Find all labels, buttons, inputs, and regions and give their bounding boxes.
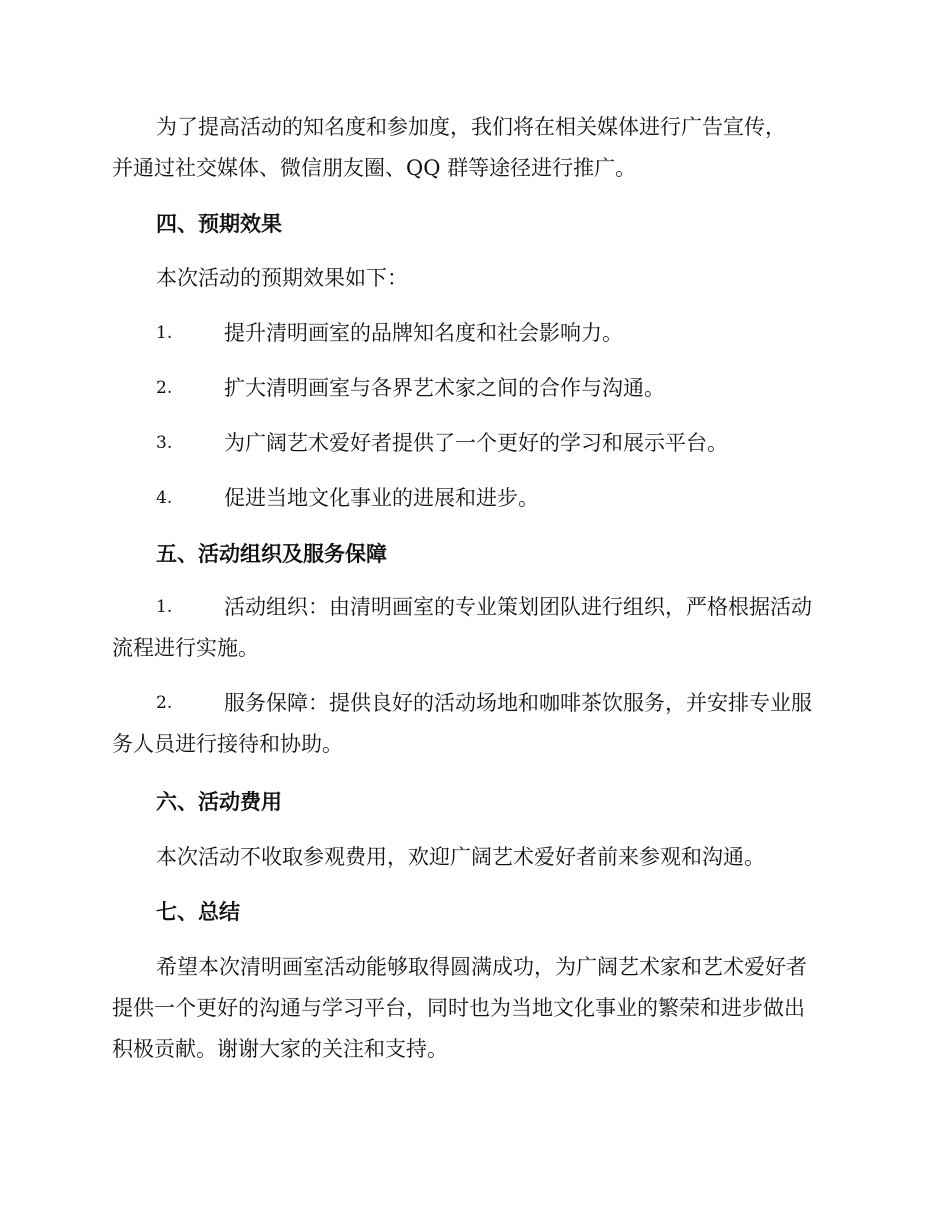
list-item-text-continued: 务人员进行接待和协助。 [112,732,343,756]
list-item [112,686,832,762]
section-6-heading: 六、活动费用 [156,789,282,814]
list-item-text: 服务保障：提供良好的活动场地和咖啡茶饮服务，并安排专业服 [224,691,812,715]
list-item-number: 2. [156,378,173,398]
list-item-text: 活动组织：由清明画室的专业策划团队进行组织，严格根据活动 [224,595,812,619]
list-item-text: 为广阔艺术爱好者提供了一个更好的学习和展示平台。 [224,431,728,455]
list-item-number: 1. [156,323,173,343]
list-item [112,590,832,666]
list-item-number: 3. [156,433,173,453]
section-4-heading: 四、预期效果 [156,211,282,236]
list-item-text-continued: 流程进行实施。 [112,636,259,660]
section-4-lead: 本次活动的预期效果如下： [156,266,408,290]
section-5-heading: 五、活动组织及服务保障 [156,541,387,566]
section-7-heading: 七、总结 [156,899,240,924]
section-6-text: 本次活动不收取参观费用，欢迎广阔艺术爱好者前来参观和沟通。 [156,845,765,869]
intro-line-2: 并通过社交媒体、微信朋友圈、QQ 群等途径进行推广。 [112,156,637,180]
list-item-number: 1. [156,597,173,617]
intro-line-1: 为了提高活动的知名度和参加度，我们将在相关媒体进行广告宣传， [156,115,786,139]
list-item-text: 促进当地文化事业的进展和进步。 [224,486,539,510]
section-7-line-2: 提供一个更好的沟通与学习平台，同时也为当地文化事业的繁荣和进步做出 [112,996,805,1020]
section-7-line-1: 希望本次清明画室活动能够取得圆满成功，为广阔艺术家和艺术爱好者 [156,955,807,979]
list-item-text: 扩大清明画室与各界艺术家之间的合作与沟通。 [224,376,665,400]
section-7-line-3: 积极贡献。谢谢大家的关注和支持。 [112,1037,448,1061]
list-item-text: 提升清明画室的品牌知名度和社会影响力。 [224,321,623,345]
list-item-number: 4. [156,488,173,508]
list-item-number: 2. [156,693,173,713]
